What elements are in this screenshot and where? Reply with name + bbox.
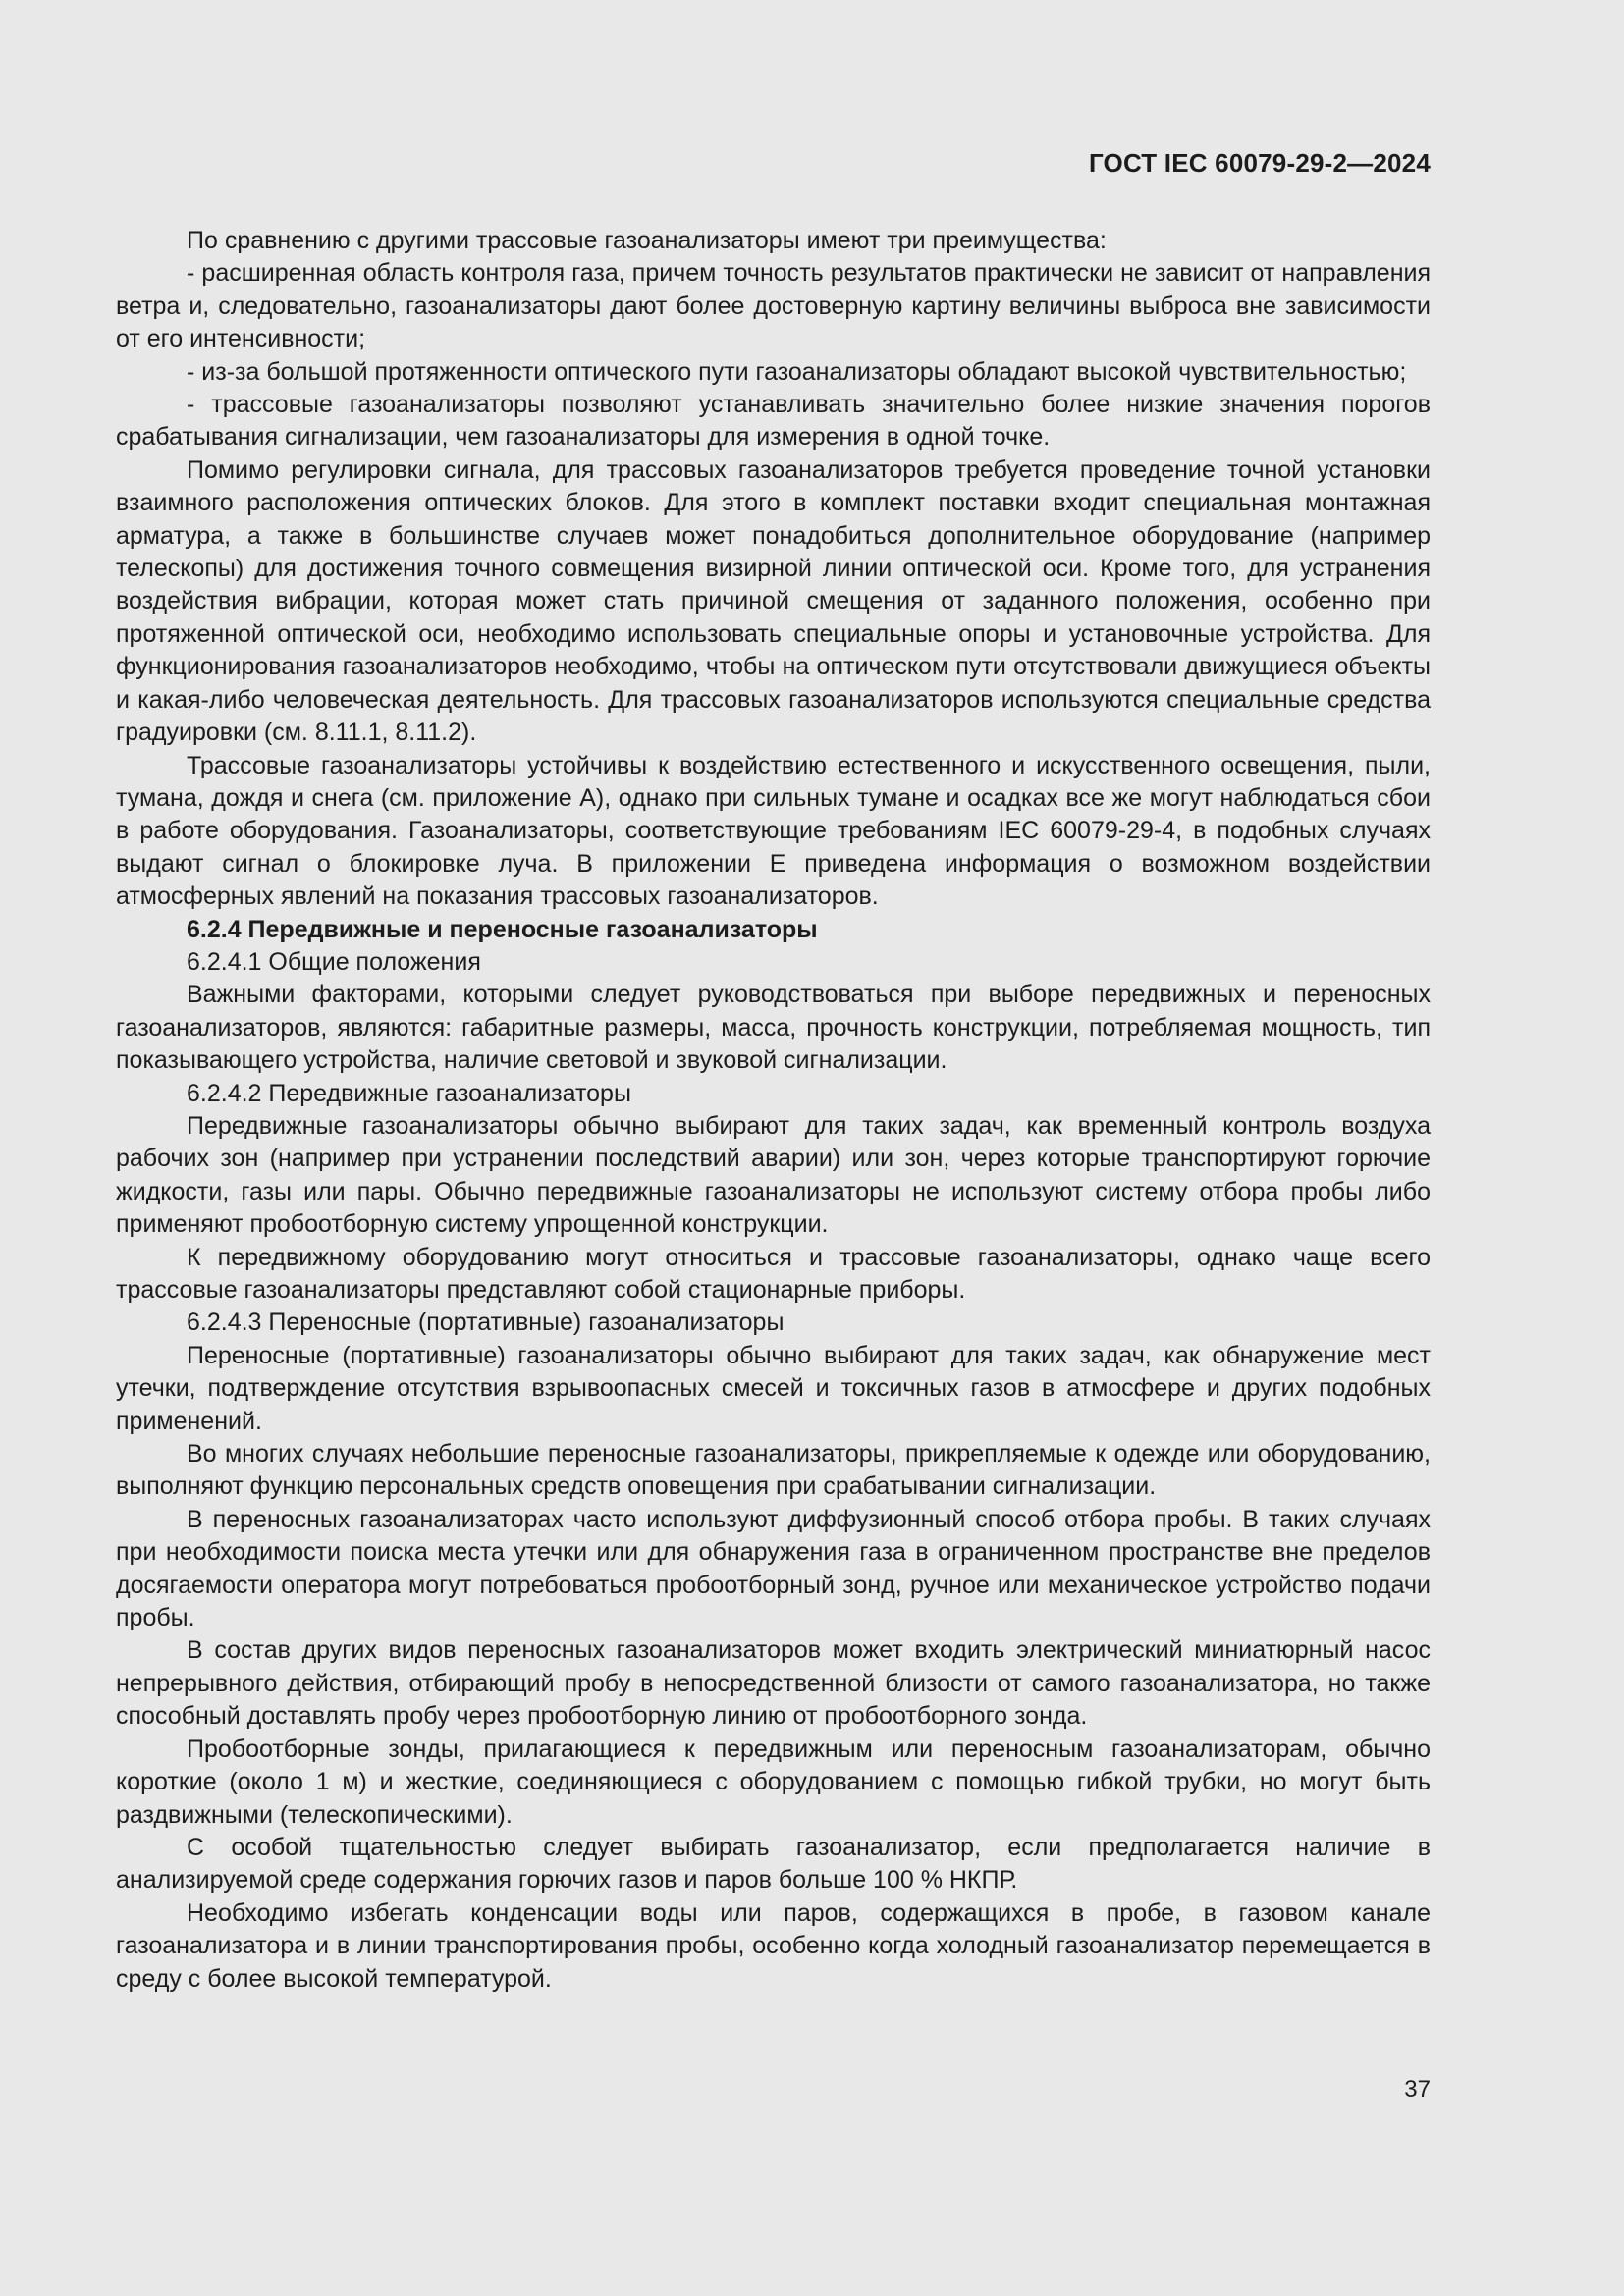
section-heading: 6.2.4 Передвижные и переносные газоанализаторы <box>187 915 818 943</box>
list-item: - трассовые газоанализаторы позволяют устанавливать значительно более низкие значения порогов срабатывания сигнализации, чем газоанализаторы для измерения в одной точке. <box>116 391 1431 452</box>
list-item: - расширенная область контроля газа, причем точность результатов практически не зависит от направления ветра и, следовательно, газоанализаторы дают более достоверную картину величины выброса вне зависимости от его интенсивности; <box>116 259 1431 353</box>
list-item: - из-за большой протяженности оптического пути газоанализаторы обладают высокой чувствительностью; <box>187 357 1407 386</box>
subsection-heading: 6.2.4.1 Общие положения <box>187 947 481 976</box>
paragraph: Передвижные газоанализаторы обычно выбирают для таких задач, как временный контроль воздуха рабочих зон (например при устранении последствий аварии) или зон, через которые транспортируют горючие жидкости, газы или пары. Обычно передвижные газоанализаторы не используют систему отбора пробы либо применяют пробоотборную систему упрощенной конструкции. <box>116 1111 1431 1239</box>
paragraph: Помимо регулировки сигнала, для трассовых газоанализаторов требуется проведение точной установки взаимного расположения оптических блоков. Для этого в комплект поставки входит специальная монтажная арматура, а также в большинстве случаев может понадобиться дополнительное оборудование (например телескопы) для достижения точного совмещения визирной линии оптической оси. Кроме того, для устранения воздействия вибрации, которая может стать причиной смещения от заданного положения, особенно при протяженной оптической оси, необходимо использовать специальные опоры и установочные устройства. Для функционирования газоанализаторов необходимо, чтобы на оптическом пути отсутствовали движущиеся объекты и какая-либо человеческая деятельность. Для трассовых газоанализаторов используются специальные средства градуировки (см. 8.11.1, 8.11.2). <box>116 455 1431 747</box>
paragraph: В состав других видов переносных газоанализаторов может входить электрический миниатюрный насос непрерывного действия, отбирающий пробу в непосредственной близости от самого газоанализатора, но также способный доставлять пробу через пробоотборную линию от пробоотборного зонда. <box>116 1636 1431 1731</box>
paragraph: К передвижному оборудованию могут относиться и трассовые газоанализаторы, однако чаще всего трассовые газоанализаторы представляют собой стационарные приборы. <box>116 1243 1431 1304</box>
subsection-heading: 6.2.4.2 Передвижные газоанализаторы <box>187 1079 631 1107</box>
paragraph: В переносных газоанализаторах часто используют диффузионный способ отбора пробы. В таких случаях при необходимости поиска места утечки или для обнаружения газа в ограниченном пространстве вне пределов досягаемости оператора могут потребоваться пробоотборный зонд, ручное или механическое устройство подачи пробы. <box>116 1505 1431 1632</box>
paragraph: Переносные (портативные) газоанализаторы обычно выбирают для таких задач, как обнаружение мест утечки, подтверждение отсутствия взрывоопасных смесей и токсичных газов в атмосфере и других подобных применений. <box>116 1341 1431 1435</box>
paragraph: С особой тщательностью следует выбирать газоанализатор, если предполагается наличие в анализируемой среде содержания горючих газов и паров больше 100 % НКПР. <box>116 1833 1431 1895</box>
paragraph: По сравнению с другими трассовые газоанализаторы имеют три преимущества: <box>187 227 1107 254</box>
paragraph: Трассовые газоанализаторы устойчивы к воздействию естественного и искусственного освещения, пыли, тумана, дождя и снега (см. приложение А), однако при сильных тумане и осадках все же могут наблюдаться сбои в работе оборудования. Газоанализаторы, соответствующие требованиям IEC 60079-29-4, в подобных случаях выдают сигнал о блокировке луча. В приложении Е приведена информация о возможном воздействии атмосферных явлений на показания трассовых газоанализаторов. <box>116 751 1431 911</box>
paragraph: Важными факторами, которыми следует руководствоваться при выборе передвижных и переносных газоанализаторов, являются: габаритные размеры, масса, прочность конструкции, потребляемая мощность, тип показывающего устройства, наличие световой и звуковой сигнализации. <box>116 981 1431 1075</box>
page-number: 37 <box>1404 2076 1431 2103</box>
standard-header: ГОСТ IEC 60079-29-2—2024 <box>1088 148 1431 178</box>
document-body <box>116 225 1431 1996</box>
paragraph: Пробоотборные зонды, прилагающиеся к передвижным или переносным газоанализаторам, обычно короткие (около 1 м) и жесткие, соединяющиеся с оборудованием с помощью гибкой трубки, но могут быть раздвижными (телескопическими). <box>116 1735 1431 1829</box>
subsection-heading: 6.2.4.3 Переносные (портативные) газоанализаторы <box>187 1308 785 1337</box>
paragraph: Необходимо избегать конденсации воды или паров, содержащихся в пробе, в газовом канале газоанализатора и в линии транспортирования пробы, особенно когда холодный газоанализатор перемещается в среду с более высокой температурой. <box>116 1898 1431 1993</box>
paragraph: Во многих случаях небольшие переносные газоанализаторы, прикрепляемые к одежде или оборудованию, выполняют функцию персональных средств оповещения при срабатывании сигнализации. <box>116 1440 1431 1501</box>
